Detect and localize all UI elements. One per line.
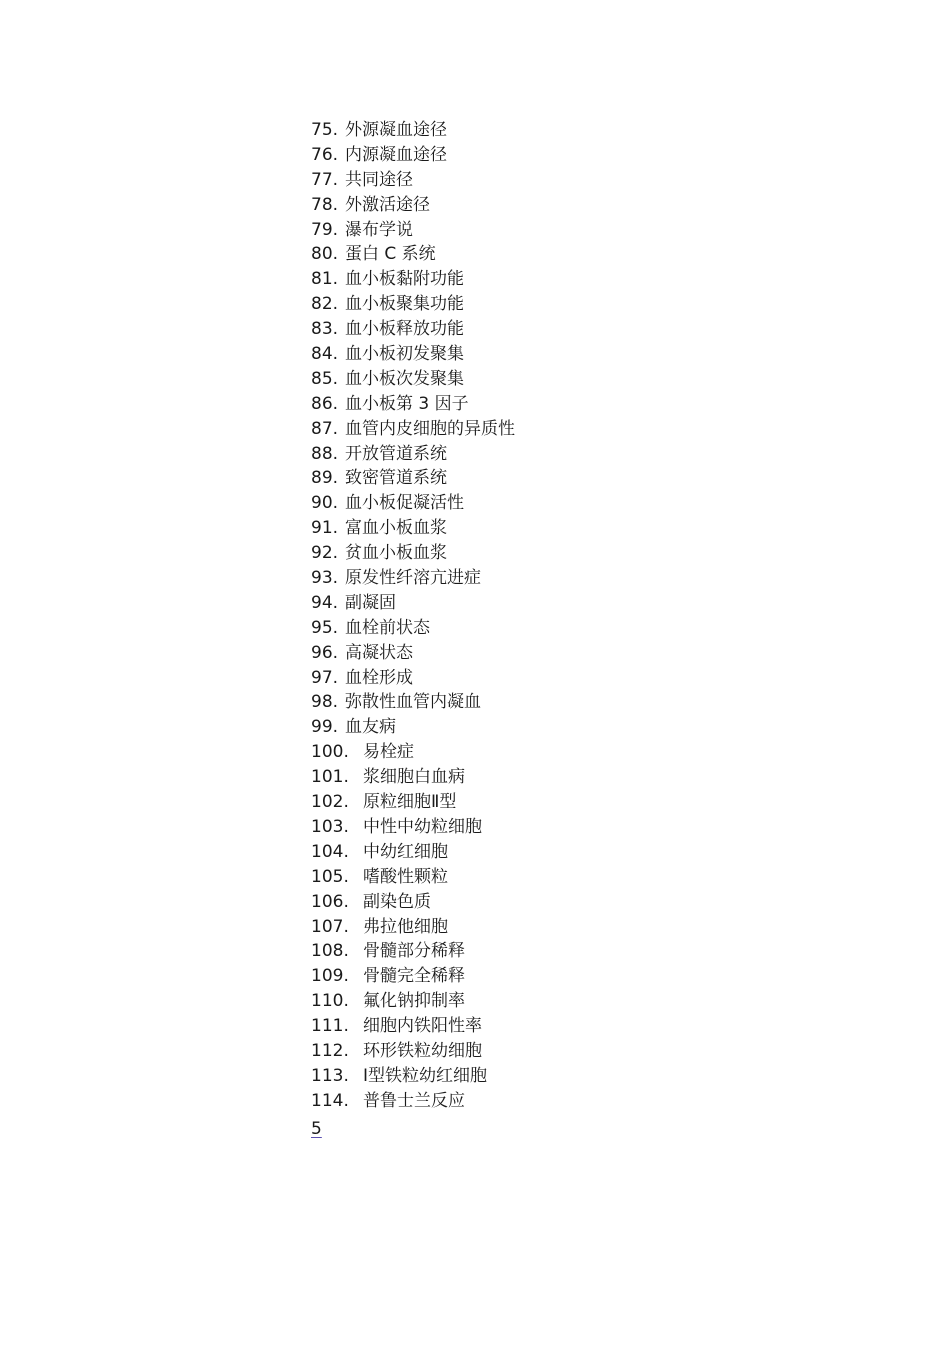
term-text: 血友病: [345, 717, 396, 738]
term-text: 血管内皮细胞的异质性: [345, 418, 515, 439]
term-item: [311, 740, 515, 765]
term-item: [311, 616, 515, 641]
term-item: [311, 342, 515, 367]
term-text: 血小板促凝活性: [345, 493, 464, 514]
term-number: 95.: [311, 617, 339, 638]
term-text: 中性中幼粒细胞: [363, 816, 482, 837]
term-text: 易栓症: [363, 742, 414, 763]
term-item: [311, 242, 515, 267]
term-item: [311, 715, 515, 740]
term-item: [311, 591, 515, 616]
term-number: 88.: [311, 443, 339, 464]
term-text: 内源凝血途径: [345, 144, 447, 165]
term-item: [311, 790, 515, 815]
term-item: [311, 815, 515, 840]
term-number: 101.: [311, 767, 349, 788]
term-item: [311, 890, 515, 915]
term-item: [311, 641, 515, 666]
term-item: [311, 168, 515, 193]
term-text: 贫血小板血浆: [345, 543, 447, 564]
term-item: [311, 118, 515, 143]
term-number: 105.: [311, 866, 349, 887]
term-item: [311, 317, 515, 342]
term-item: [311, 1064, 515, 1089]
term-text: 骨髓部分稀释: [363, 941, 465, 962]
term-text: 弗拉他细胞: [363, 916, 448, 937]
term-number: 97.: [311, 667, 339, 688]
term-number: 90.: [311, 493, 339, 514]
term-text: 血栓形成: [345, 667, 413, 688]
term-number: 109.: [311, 966, 349, 987]
term-item: [311, 417, 515, 442]
term-text: 开放管道系统: [345, 443, 447, 464]
term-item: [311, 939, 515, 964]
term-number: 98.: [311, 692, 339, 713]
term-text: 原粒细胞Ⅱ型: [363, 792, 457, 813]
term-item: [311, 765, 515, 790]
term-number: 85.: [311, 368, 339, 389]
term-text: 弥散性血管内凝血: [345, 692, 481, 713]
term-text: 血小板黏附功能: [345, 269, 464, 290]
term-number: 110.: [311, 991, 349, 1012]
term-text: 外激活途径: [345, 194, 430, 215]
term-number: 82.: [311, 294, 339, 315]
term-number: 81.: [311, 269, 339, 290]
term-item: [311, 690, 515, 715]
term-text: 血小板第 3 因子: [345, 393, 469, 414]
term-number: 77.: [311, 169, 339, 190]
term-item: [311, 541, 515, 566]
term-text: 氟化钠抑制率: [363, 991, 465, 1012]
term-item: [311, 516, 515, 541]
term-number: 78.: [311, 194, 339, 215]
term-item: [311, 392, 515, 417]
term-item: [311, 1089, 515, 1114]
term-number: 113.: [311, 1065, 349, 1086]
term-text: 瀑布学说: [345, 219, 413, 240]
term-number: 104.: [311, 841, 349, 862]
term-number: 80.: [311, 244, 339, 265]
term-number: 86.: [311, 393, 339, 414]
term-number: 112.: [311, 1040, 349, 1061]
term-text: 血小板初发聚集: [345, 344, 464, 365]
term-text: 蛋白 C 系统: [345, 244, 436, 265]
term-item: [311, 292, 515, 317]
term-number: 83.: [311, 319, 339, 340]
term-item: [311, 367, 515, 392]
term-item: [311, 1014, 515, 1039]
term-text: 中幼红细胞: [363, 841, 448, 862]
term-item: [311, 865, 515, 890]
term-text: 血小板释放功能: [345, 319, 464, 340]
term-number: 107.: [311, 916, 349, 937]
term-number: 75.: [311, 120, 339, 140]
term-number: 91.: [311, 518, 339, 539]
term-number: 84.: [311, 344, 339, 365]
term-text: 普鲁士兰反应: [363, 1090, 465, 1111]
term-text: 骨髓完全稀释: [363, 966, 465, 987]
term-text: 副染色质: [363, 891, 431, 912]
term-text: 嗜酸性颗粒: [363, 866, 448, 887]
term-list: [311, 118, 515, 1114]
term-number: 87.: [311, 418, 339, 439]
term-number: 76.: [311, 144, 339, 165]
term-item: [311, 840, 515, 865]
term-text: 血小板次发聚集: [345, 368, 464, 389]
term-item: [311, 491, 515, 516]
term-text: 血小板聚集功能: [345, 294, 464, 315]
term-item: [311, 964, 515, 989]
term-number: 92.: [311, 543, 339, 564]
term-item: [311, 442, 515, 467]
term-number: 108.: [311, 941, 349, 962]
term-text: 血栓前状态: [345, 617, 430, 638]
term-number: 111.: [311, 1016, 349, 1037]
term-number: 114.: [311, 1090, 349, 1111]
term-item: [311, 143, 515, 168]
term-text: 细胞内铁阳性率: [363, 1016, 482, 1037]
term-number: 102.: [311, 792, 349, 813]
page-number: 5: [311, 1119, 322, 1139]
term-number: 99.: [311, 717, 339, 738]
term-item: [311, 989, 515, 1014]
term-item: [311, 915, 515, 940]
term-item: [311, 267, 515, 292]
term-number: 100.: [311, 742, 349, 763]
term-text: 环形铁粒幼细胞: [363, 1040, 482, 1061]
term-number: 79.: [311, 219, 339, 240]
term-item: [311, 218, 515, 243]
term-item: [311, 466, 515, 491]
term-number: 94.: [311, 592, 339, 613]
term-text: 共同途径: [345, 169, 413, 190]
term-number: 103.: [311, 816, 349, 837]
term-text: 高凝状态: [345, 642, 413, 663]
term-text: 外源凝血途径: [345, 120, 447, 140]
term-text: 浆细胞白血病: [363, 767, 465, 788]
term-item: [311, 566, 515, 591]
term-text: 致密管道系统: [345, 468, 447, 489]
term-number: 96.: [311, 642, 339, 663]
term-item: [311, 666, 515, 691]
term-item: [311, 193, 515, 218]
term-number: 89.: [311, 468, 339, 489]
term-number: 93.: [311, 568, 339, 589]
term-item: [311, 1039, 515, 1064]
term-text: 副凝固: [345, 592, 396, 613]
term-text: 富血小板血浆: [345, 518, 447, 539]
term-text: 原发性纤溶亢进症: [345, 568, 481, 589]
term-text: Ⅰ型铁粒幼红细胞: [363, 1065, 488, 1086]
term-number: 106.: [311, 891, 349, 912]
